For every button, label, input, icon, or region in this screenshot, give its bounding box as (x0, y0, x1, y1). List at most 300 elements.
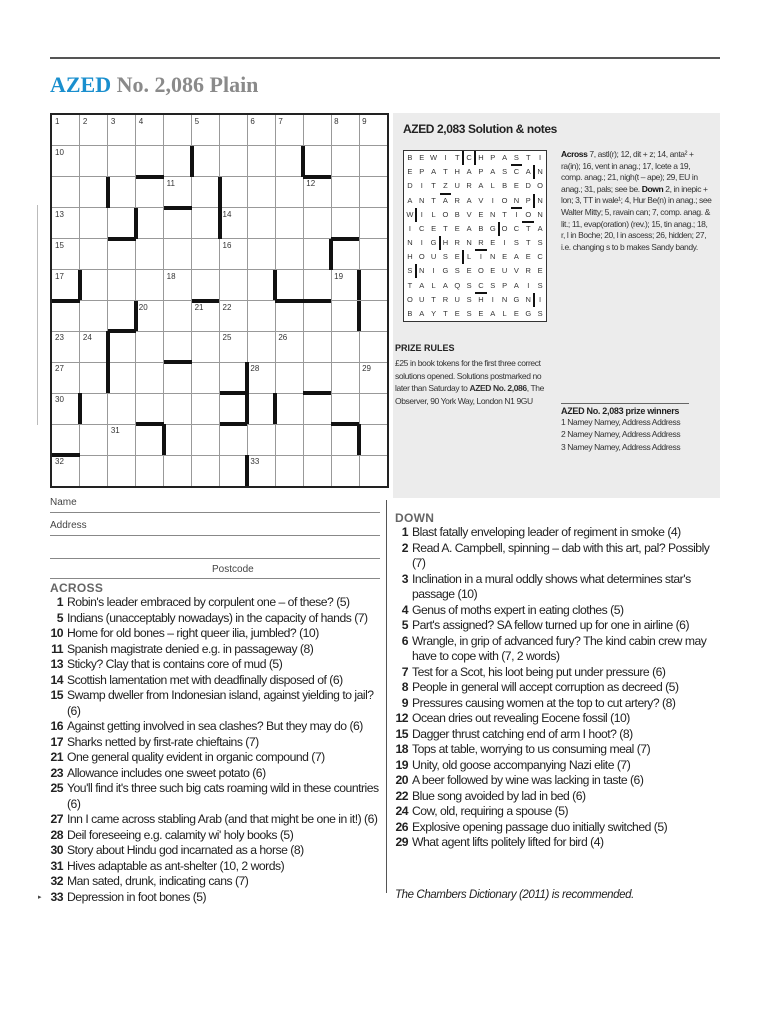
notes-across-label: Across (561, 149, 588, 159)
grid-line (52, 362, 387, 363)
solution-letter: B (407, 308, 413, 318)
solution-letter: Y (431, 308, 437, 318)
solution-letter: I (539, 153, 542, 162)
pointer-icon: ▸ (38, 894, 42, 901)
clue-number: 27 (55, 364, 64, 374)
clue-num: 24 (395, 804, 408, 818)
clue-num: 30 (50, 843, 63, 857)
grid-bar (218, 177, 222, 208)
grid-bar (162, 424, 166, 455)
clue-number: 12 (306, 178, 316, 188)
clue-num: 15 (395, 726, 408, 741)
solution-letter: S (513, 153, 519, 162)
clue-num: 23 (50, 765, 63, 780)
clue-item (395, 773, 720, 789)
address-field-2[interactable] (50, 558, 380, 559)
clue-item (395, 541, 720, 572)
clue-num: 22 (395, 788, 408, 803)
clue-num: 19 (395, 757, 408, 772)
solution-letter: N (490, 209, 496, 219)
grid-bar (357, 424, 361, 455)
address-field[interactable] (50, 535, 380, 536)
across-clues (50, 581, 385, 905)
solution-letter: G (442, 266, 449, 276)
clue-item (395, 820, 720, 836)
clue-num: 21 (50, 750, 63, 764)
clue-item (395, 680, 720, 696)
clue-text: Indians (unacceptably nowadays) in the capacity of hands (7) (67, 610, 368, 625)
grid-line (52, 269, 387, 270)
solution-letter: E (478, 209, 484, 219)
solution-letter: A (419, 280, 425, 290)
margin-rule (37, 205, 38, 425)
solution-letter: V (513, 266, 519, 276)
solution-letter: R (454, 195, 460, 205)
clue-item (50, 750, 385, 766)
clue-number: 26 (278, 333, 288, 343)
clue-number: 31 (110, 426, 120, 436)
grid-bar (52, 299, 80, 303)
solution-letter: C (513, 223, 520, 233)
clue-num: 15 (50, 688, 63, 702)
solution-letter: E (513, 308, 519, 318)
solution-letter: H (478, 294, 484, 304)
clue-text: Tops at table, worrying to us consuming meal (7) (412, 742, 651, 756)
prize-address: , The Observer, 90 York Way, London N1 9GU (395, 383, 544, 406)
clue-num: 6 (401, 633, 408, 648)
grid-bar (164, 206, 192, 210)
clue-text: A beer followed by wine was lacking in taste (6) (412, 773, 644, 787)
winner-item: 2 Namey Namey, Address Address (561, 429, 681, 440)
solution-letter: S (454, 266, 460, 276)
notes-down-label: Down (641, 183, 664, 194)
solution-bar (511, 164, 523, 166)
solution-letter: C (419, 223, 425, 233)
clue-item (50, 719, 385, 735)
solution-letter: L (502, 308, 507, 318)
solution-letter: T (443, 223, 448, 233)
grid-bar (303, 391, 331, 395)
solution-bar (475, 249, 487, 251)
clue-item (50, 626, 385, 642)
clue-number: 33 (250, 457, 260, 467)
solution-bar (415, 264, 417, 278)
clue-item (395, 696, 720, 712)
clue-text: Explosive opening passage duo initially switched (5) (412, 819, 668, 834)
clue-number: 8 (334, 117, 339, 126)
solution-letter: O (442, 209, 449, 219)
solution-bar (415, 208, 417, 222)
clue-text: Test for a Scot, his loot being put under pressure (6) (412, 664, 666, 679)
clue-number: 15 (55, 240, 64, 250)
solution-letter: A (442, 195, 448, 205)
clue-num: 31 (50, 858, 63, 873)
solution-letter: C (466, 153, 472, 162)
solution-letter: T (431, 294, 436, 304)
clue-item (395, 742, 720, 758)
solution-letter: I (420, 238, 423, 247)
solution-letter: A (537, 223, 543, 233)
solution-letter: I (491, 195, 494, 205)
solution-letter: B (407, 153, 413, 162)
solution-letter: N (490, 252, 496, 262)
solution-letter: A (466, 167, 472, 177)
solution-letter: N (407, 238, 413, 247)
solution-letter: E (431, 223, 437, 233)
solution-letter: I (408, 223, 411, 233)
winners-heading: AZED No. 2,083 prize winners (561, 403, 689, 416)
clue-item (50, 874, 385, 890)
clue-item (50, 642, 385, 658)
clue-item (50, 828, 385, 844)
solution-bar (474, 151, 476, 165)
clue-num: 26 (395, 819, 408, 834)
clue-text: Deil foreseeing e.g. calamity wi' holy books (5) (67, 827, 294, 842)
solution-letter: E (478, 308, 484, 318)
clue-num: 13 (50, 657, 63, 671)
clue-number: 20 (138, 302, 148, 312)
grid-line (52, 331, 387, 332)
grid-bar (331, 237, 359, 241)
solution-letter: L (490, 181, 495, 191)
solution-letter: P (478, 167, 484, 177)
clue-text: Home for old bones – right queer ilia, jumbled? (10) (67, 626, 319, 640)
solution-letter: G (430, 238, 437, 247)
clue-num: 1 (56, 595, 63, 609)
top-rule (50, 57, 720, 59)
clue-number: 9 (362, 117, 367, 126)
solution-letter: S (490, 280, 496, 290)
solution-letter: B (478, 223, 484, 233)
solution-letter: B (502, 181, 508, 191)
solution-letter: A (466, 195, 472, 205)
solution-letter: P (525, 195, 531, 205)
prize-rules-heading: PRIZE RULES (395, 343, 455, 353)
clue-num: 25 (50, 781, 63, 795)
title-brand: AZED (50, 72, 112, 97)
clue-item (50, 611, 385, 627)
solution-letter: O (406, 294, 413, 304)
grid-bar (357, 270, 361, 301)
clue-text: One general quality evident in organic compound (7) (67, 750, 325, 764)
clue-number: 25 (222, 333, 232, 343)
solution-letter: A (513, 252, 519, 262)
clue-text: Genus of moths expert in eating clothes (5) (412, 602, 624, 617)
clue-text: Against getting involved in sea clashes? But they may do (6) (67, 719, 363, 733)
solution-bar (511, 207, 523, 209)
clue-num: 27 (50, 812, 63, 826)
clue-num: 12 (395, 711, 408, 725)
solution-letter: Q (454, 280, 461, 290)
grid-bar (106, 362, 110, 393)
grid-bar (108, 329, 136, 333)
solution-letter: O (501, 195, 508, 205)
grid-bar (108, 237, 136, 241)
solution-letter: O (537, 181, 543, 191)
winners-list (561, 416, 680, 453)
grid-bar (134, 301, 138, 332)
clue-item (395, 572, 720, 603)
solution-bar (440, 193, 452, 195)
clue-number: 14 (222, 209, 232, 219)
solution-letter: A (466, 223, 472, 233)
clue-number: 1 (55, 117, 60, 126)
solution-letter: U (501, 266, 508, 276)
solution-letter: I (432, 266, 435, 276)
solution-grid (403, 150, 547, 322)
clue-text: Inclination in a mural oddly shows what determines star's passage (10) (412, 571, 691, 601)
clue-text: Spanish magistrate denied e.g. in passageway (8) (67, 641, 314, 656)
clue-item (50, 657, 385, 673)
clue-number: 23 (55, 333, 64, 343)
solution-letter: N (537, 195, 543, 205)
grid-bar (275, 299, 303, 303)
page-title (50, 72, 258, 98)
clue-text: Read A. Campbell, spinning – dab with this art, pal? Possibly (7) (412, 540, 710, 570)
grid-bar (301, 146, 305, 177)
solution-letter: R (478, 238, 484, 247)
solution-letter: I (539, 294, 542, 304)
grid-bar (136, 422, 164, 426)
clue-text: Depression in foot bones (5) (67, 889, 207, 904)
dictionary-note: The Chambers Dictionary (2011) is recommended. (395, 889, 634, 901)
solution-bar (533, 194, 535, 208)
solution-letter: N (501, 294, 508, 304)
clue-num: 8 (401, 680, 408, 694)
clue-num: 2 (401, 540, 408, 555)
clue-text: Sharks netted by first-rate chieftains (7) (67, 734, 259, 749)
solution-letter: S (466, 280, 472, 290)
solution-letter: T (431, 181, 436, 191)
solution-letter: C (537, 252, 543, 262)
solution-letter: N (513, 195, 520, 205)
solution-letter: T (525, 153, 531, 162)
clue-item (50, 735, 385, 751)
solution-letter: R (525, 266, 531, 276)
clue-item (50, 843, 385, 859)
clue-item (50, 595, 385, 611)
solution-letter: T (502, 209, 507, 219)
solution-letter: T (454, 153, 460, 162)
solution-letter: A (525, 167, 531, 177)
prize-rules-text (395, 357, 555, 407)
solution-letter: S (537, 238, 543, 247)
solution-letter: U (419, 294, 425, 304)
solution-letter: A (490, 167, 496, 177)
column-divider (386, 500, 387, 893)
clue-item (395, 634, 720, 665)
solution-letter: S (502, 167, 508, 177)
clue-number: 28 (250, 364, 260, 374)
solution-letter: O (501, 223, 508, 233)
solution-letter: G (489, 223, 496, 233)
clue-number: 30 (55, 395, 64, 405)
grid-bar (245, 393, 249, 424)
solution-letter: E (454, 308, 460, 318)
solution-letter: L (431, 280, 436, 290)
solution-letter: S (537, 280, 543, 290)
solution-letter: N (419, 266, 425, 276)
name-field[interactable] (50, 512, 380, 513)
clue-item (50, 781, 385, 812)
clue-number: 16 (222, 240, 232, 250)
solution-letter: N (466, 238, 472, 247)
grid-bar (134, 208, 138, 239)
clue-number: 29 (362, 364, 371, 374)
clue-text: Part's assigned? SA fellow turned up for one in airline (6) (412, 618, 690, 632)
solution-letter: A (502, 153, 508, 162)
winner-item: 3 Namey Namey, Address Address (561, 441, 681, 452)
clue-number: 10 (55, 147, 64, 157)
solution-letter: E (513, 181, 519, 191)
solution-letter: S (466, 308, 472, 318)
solution-letter: I (444, 153, 447, 162)
solution-letter: N (419, 195, 425, 205)
clue-number: 6 (250, 117, 255, 126)
clue-number: 32 (55, 457, 64, 467)
clue-number: 19 (334, 271, 344, 281)
clue-item (395, 758, 720, 774)
solution-letter: A (407, 195, 413, 205)
solution-letter: T (443, 308, 448, 318)
clue-item (395, 665, 720, 681)
solution-letter: R (466, 181, 472, 191)
solution-title: AZED 2,083 Solution & notes (403, 122, 557, 136)
solution-letter: P (502, 280, 508, 290)
clue-item (395, 711, 720, 727)
solution-letter: G (513, 294, 520, 304)
clue-item (395, 789, 720, 805)
solution-letter: E (525, 252, 531, 262)
grid-line (52, 300, 387, 301)
solution-letter: G (525, 308, 532, 318)
grid-bar (106, 177, 110, 208)
clue-item (50, 812, 385, 828)
clue-number: 22 (222, 302, 232, 312)
clue-text: Hives adaptable as ant-shelter (10, 2 words) (67, 858, 285, 873)
solution-letter: O (477, 266, 484, 276)
clue-item (50, 890, 385, 906)
down-clues (395, 511, 720, 851)
solution-bar (498, 222, 500, 236)
clue-number: 18 (166, 271, 176, 281)
clue-number: 3 (110, 117, 116, 126)
clue-num: 9 (401, 695, 408, 710)
solution-letter: S (513, 238, 519, 247)
solution-letter: E (407, 167, 413, 177)
solution-letter: A (478, 181, 484, 191)
prize-address-bold: AZED No. 2,086 (469, 383, 527, 393)
solution-bar (533, 165, 535, 179)
solution-bar (522, 221, 534, 223)
solution-letter: N (537, 209, 543, 219)
solution-letter: I (527, 280, 530, 290)
clue-number: 5 (194, 117, 200, 126)
clue-text: Scottish lamentation met with deadfinally disposed of (6) (67, 672, 343, 687)
clue-text: Blast fatally enveloping leader of regiment in smoke (4) (412, 525, 681, 539)
title-number: No. 2,086 Plain (111, 72, 259, 97)
clue-num: 33 (50, 889, 63, 904)
solution-letter: E (454, 223, 460, 233)
clue-text: Ocean dries out revealing Eocene fossil (10) (412, 711, 630, 725)
clue-num: 11 (51, 641, 63, 656)
grid-bar (220, 422, 248, 426)
solution-letter: B (454, 209, 460, 219)
clue-number: 4 (138, 117, 144, 126)
clue-item (395, 835, 720, 851)
solution-letter: P (490, 153, 496, 162)
solution-letter: E (537, 266, 543, 276)
solution-letter: E (490, 266, 496, 276)
clue-number: 7 (278, 117, 283, 126)
postcode-field[interactable] (50, 578, 380, 579)
grid-bar (190, 146, 194, 177)
solution-letter: I (503, 238, 506, 247)
solution-letter: E (466, 266, 472, 276)
clue-number: 24 (82, 333, 92, 343)
clue-text: Inn I came across stabling Arab (and that might be one in it!) (6) (67, 812, 378, 826)
solution-bar (475, 292, 487, 294)
clue-text: Man sated, drunk, indicating cans (7) (67, 874, 249, 888)
solution-letter: T (431, 195, 436, 205)
clue-num: 7 (401, 664, 408, 679)
clue-num: 28 (50, 827, 63, 842)
name-label: Name (50, 497, 77, 508)
solution-letter: U (430, 252, 437, 262)
solution-letter: O (525, 209, 532, 219)
clue-item (50, 688, 385, 719)
clue-item (50, 673, 385, 689)
clue-text: Cow, old, requiring a spouse (5) (412, 804, 569, 818)
solution-bar (462, 151, 464, 165)
grid-line (52, 145, 387, 146)
solution-letter: E (454, 252, 460, 262)
down-heading: DOWN (395, 511, 435, 525)
grid-bar (329, 239, 333, 270)
solution-letter: N (537, 167, 543, 177)
clue-item (395, 727, 720, 743)
clue-text: Pressures causing women at the top to cut artery? (8) (412, 695, 676, 710)
across-heading: ACROSS (50, 581, 104, 595)
solution-letter: S (466, 294, 472, 304)
clue-text: Swamp dweller from Indonesian island, against yielding to jail? (6) (67, 688, 374, 718)
clue-text: Sticky? Clay that is contains core of mud (5) (67, 657, 283, 671)
clue-text: People in general will accept corruption as decreed (5) (412, 680, 679, 694)
solution-letter: U (454, 294, 460, 304)
clue-num: 16 (50, 719, 63, 733)
grid-bar (78, 393, 82, 424)
solution-letter: E (419, 153, 425, 162)
solution-letter: V (466, 209, 472, 219)
solution-letter: V (478, 195, 484, 205)
crossword-grid[interactable] (50, 113, 389, 488)
solution-letter: O (418, 252, 425, 262)
clue-text: Robin's leader embraced by corpulent one – of these? (5) (67, 595, 350, 609)
grid-bar (303, 299, 331, 303)
grid-bar (273, 270, 277, 301)
solution-notes (561, 149, 713, 253)
solution-letter: I (479, 252, 482, 262)
solution-letter: R (442, 294, 449, 304)
solution-letter: P (419, 167, 425, 177)
solution-letter: E (490, 238, 496, 247)
clue-num: 5 (56, 610, 63, 625)
grid-bar (136, 175, 164, 179)
solution-panel (393, 113, 720, 498)
solution-letter: T (525, 238, 531, 247)
solution-bar (533, 293, 535, 307)
solution-letter: I (491, 294, 494, 304)
